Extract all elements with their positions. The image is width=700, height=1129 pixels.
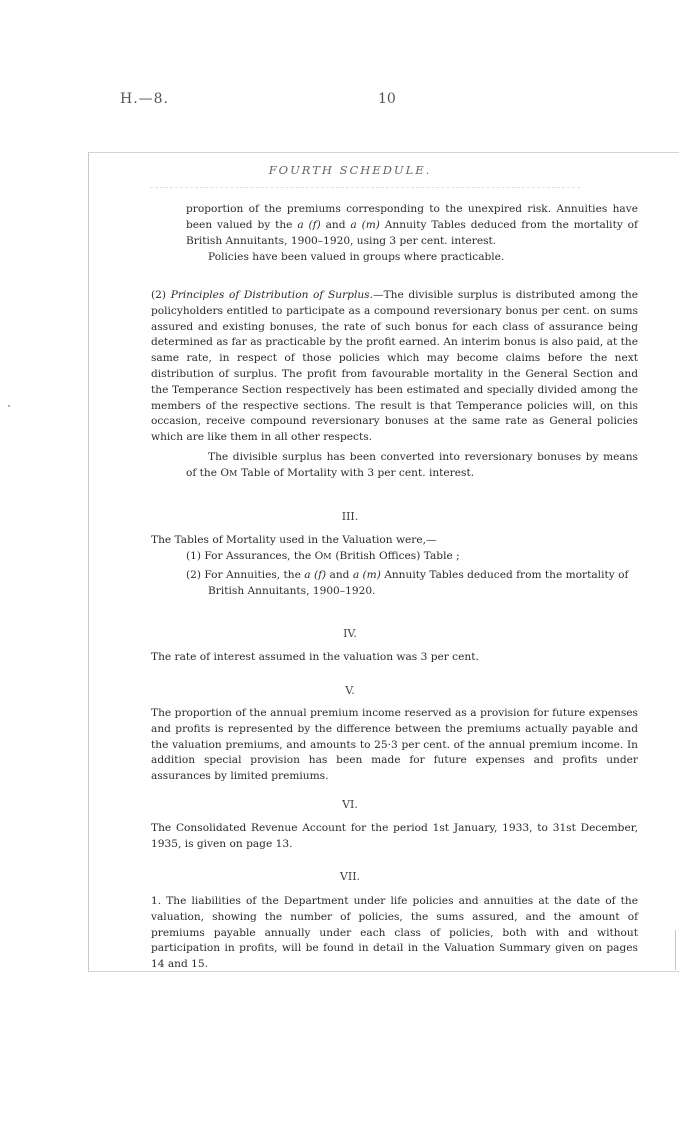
section-vi-heading: VI. (342, 798, 358, 811)
schedule-title: FOURTH SCHEDULE. (268, 163, 432, 177)
item1-sup: M (323, 552, 332, 561)
schedule-frame-right-edge (675, 930, 676, 970)
section-vii-text: 1. The liabilities of the Department under life policies and annuities at the date of the valuation, showing the number of policies, the sums assured, and the amount of premiums payable annually under each class of policies, both with and without participation in profits, will be found in detail in the Valuation Summary given on pages 14 and 15. (151, 895, 638, 971)
section-iv-heading: IV. (343, 627, 357, 640)
section-iv-text: The rate of interest assumed in the valuation was 3 per cent. (151, 651, 479, 663)
item2-and: and (329, 569, 350, 581)
continuation-line1: proportion of the premiums corresponding to the unexpired risk. (186, 203, 552, 215)
section-vi-text: The Consolidated Revenue Account for the period 1st January, 1933, to 31st December, 1935, is given on page 13. (151, 822, 638, 850)
item2-after: Annuity Tables deduced from the mortality of British Annuitants, 1900–1920. (208, 569, 629, 597)
speck-mark (8, 405, 10, 407)
principles-heading: Principles of Distribution of Surplus. (170, 289, 373, 301)
item1-after: (British Offices) Table ; (331, 550, 460, 562)
section-iii-heading: III. (341, 510, 359, 523)
continuation-rest: Annuity Tables deduced from the mortality of British Annuitants, 1900–1920, using 3 per cent. interest. (186, 218, 638, 247)
section-vii-heading: VII. (339, 870, 361, 883)
continuation-and: and (325, 218, 346, 231)
converted-paragraph (186, 450, 638, 482)
section-iii-intro: The Tables of Mortality used in the Valuation were,— (151, 534, 437, 546)
principles-number: (2) (151, 289, 167, 301)
section-v-heading: V. (345, 684, 355, 697)
principles-body: —The divisible surplus is distributed among the policyholders entitled to participate as a compound reversionary bonus per cent. on sums assured and existing bonuses, the rate of such bonus for each class of assurance being determined as far as practicable by the profit earned. An interim bonus is also paid, at the same rate, in respect of those policies which may become claims before the next distribution of surplus. The profit from favourable mortality in the General Section and the Temperance Section respectively has been estimated and specially divided among the members of the respective sections. The result is that Temperance policies will, on this occasion, receive compound reversionary bonuses at the same rate as General policies which are like them in all other respects. (151, 289, 639, 444)
schedule-title-rule (150, 187, 580, 188)
converted-before: The divisible surplus has been converted into reversionary bonuses by means of the O (186, 451, 638, 479)
section-iii-item-2 (186, 568, 638, 600)
table-am: a (m) (350, 218, 380, 231)
converted-after: Table of Mortality with 3 per cent. interest. (237, 466, 475, 479)
page-number: 10 (378, 91, 396, 107)
table-af: a (f) (297, 218, 321, 231)
section-v-text: The proportion of the annual premium income reserved as a provision for future expenses and profits is represented by the difference between the premiums actually payable and the valuation premiums, and amounts to 25·3 per cent. of the annual premium income. In addition special provision has been made for future expenses and profits under assurances by limited premiums. (151, 707, 638, 783)
continuation-paragraph (186, 202, 638, 249)
item1-before: (1) For Assurances, the O (186, 550, 324, 562)
item2-before: (2) For Annuities, the (186, 569, 301, 581)
continuation-line1b: Annuities have been valued by the (186, 203, 638, 231)
principles-paragraph (151, 288, 638, 446)
item2-am: a (m) (352, 569, 381, 581)
groups-paragraph: Policies have been valued in groups where practicable. (208, 251, 505, 263)
section-iii-item-1 (186, 549, 638, 565)
converted-sup: M (229, 468, 238, 478)
page-header-ref: H.—8. (120, 91, 170, 107)
item2-af: a (f) (304, 569, 327, 581)
